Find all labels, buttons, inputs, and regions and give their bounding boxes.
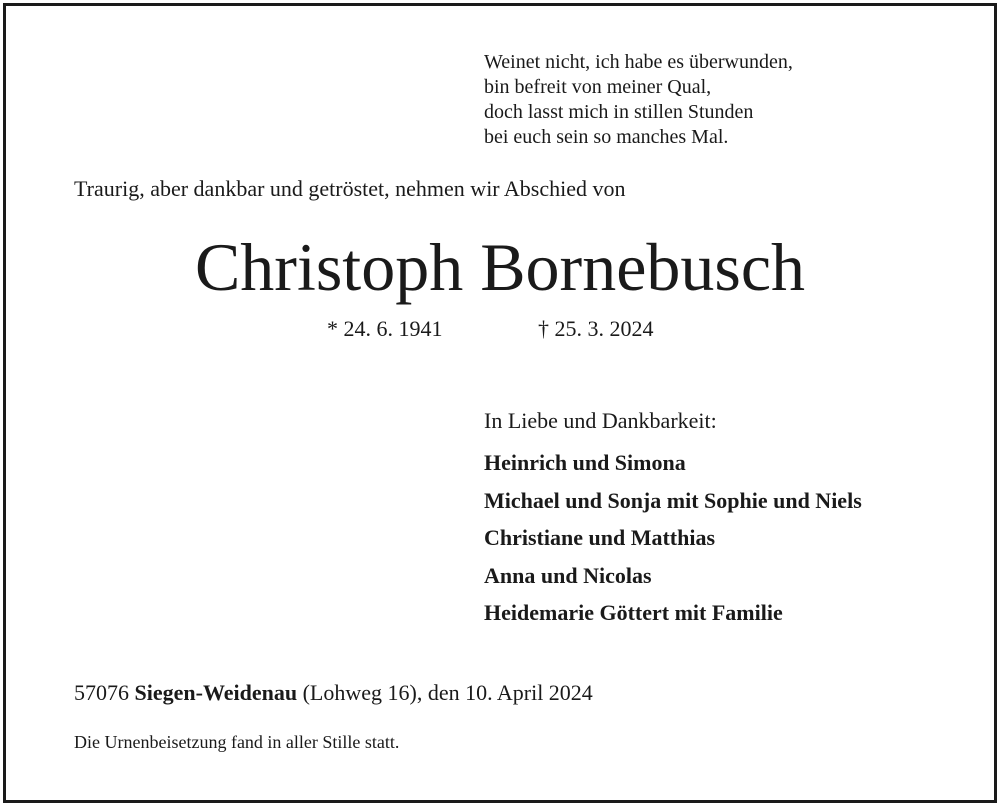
address-and-date: (Lohweg 16), den 10. April 2024 [302,680,593,705]
mourner-name: Christiane und Matthias [484,525,716,550]
city: Siegen-Weidenau [134,680,298,705]
mourners-block [484,408,862,632]
postcode: 57076 [74,680,129,705]
poem-line: doch lasst mich in stillen Stunden [484,101,754,123]
death-date: † 25. 3. 2024 [538,316,654,341]
birth-date: * 24. 6. 1941 [327,316,443,341]
mourners-lead: In Liebe und Dankbarkeit: [484,408,717,433]
deceased-name: Christoph Bornebusch [194,229,806,305]
poem [484,50,793,150]
mourner-name: Anna und Nicolas [484,562,652,588]
mourner-name: Heinrich und Simona [484,450,686,475]
poem-line: bei euch sein so manches Mal. [484,126,729,148]
intro-text: Traurig, aber dankbar und getröstet, nehmen wir Abschied von [74,176,626,201]
mourner-name: Heidemarie Göttert mit Familie [484,600,783,625]
poem-line: bin befreit von meiner Qual, [484,76,712,98]
burial-note: Die Urnenbeisetzung fand in aller Stille statt. [74,732,400,752]
mourner-name: Michael und Sonja mit Sophie und Niels [484,487,862,513]
place-and-date [74,680,593,706]
poem-line: Weinet nicht, ich habe es überwunden, [484,51,793,73]
